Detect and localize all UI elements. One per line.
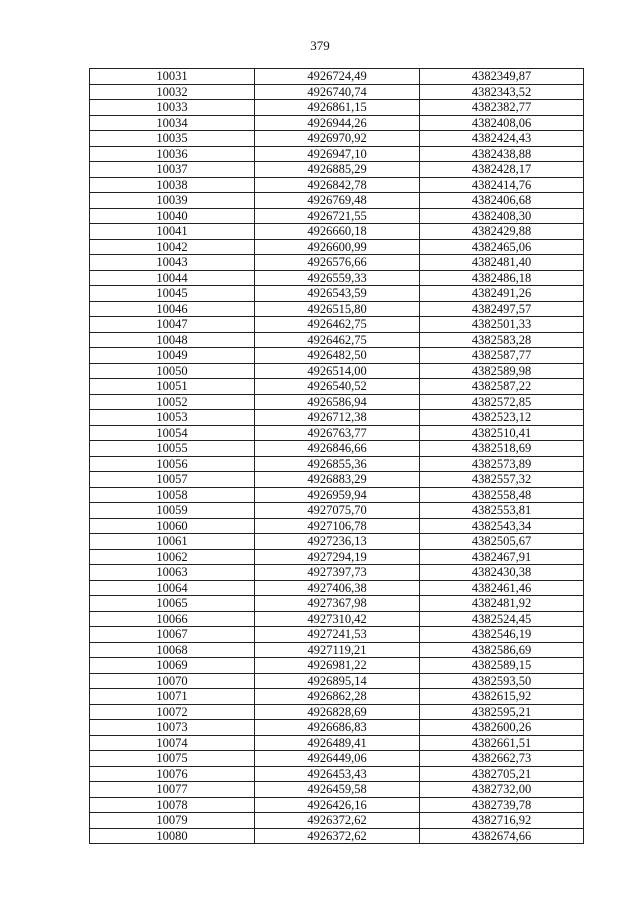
- x-coordinate-cell: 4926883,29: [255, 472, 420, 488]
- x-coordinate-cell: 4926600,99: [255, 239, 420, 255]
- x-coordinate-cell: 4926861,15: [255, 100, 420, 116]
- point-number-cell: 10061: [90, 534, 255, 550]
- x-coordinate-cell: 4926763,77: [255, 425, 420, 441]
- table-row: [90, 828, 584, 844]
- y-coordinate-cell: 4382732,00: [420, 782, 584, 798]
- y-coordinate-cell: 4382589,15: [420, 658, 584, 674]
- coordinates-table: [89, 68, 584, 844]
- table-row: [90, 704, 584, 720]
- x-coordinate-cell: 4926740,74: [255, 84, 420, 100]
- point-number-cell: 10033: [90, 100, 255, 116]
- x-coordinate-cell: 4926453,43: [255, 766, 420, 782]
- table-row: [90, 363, 584, 379]
- point-number-cell: 10054: [90, 425, 255, 441]
- point-number-cell: 10077: [90, 782, 255, 798]
- point-number-cell: 10049: [90, 348, 255, 364]
- table-row: [90, 642, 584, 658]
- x-coordinate-cell: 4926828,69: [255, 704, 420, 720]
- table-row: [90, 162, 584, 178]
- point-number-cell: 10048: [90, 332, 255, 348]
- y-coordinate-cell: 4382486,18: [420, 270, 584, 286]
- table-row: [90, 580, 584, 596]
- table-row: [90, 348, 584, 364]
- point-number-cell: 10047: [90, 317, 255, 333]
- point-number-cell: 10042: [90, 239, 255, 255]
- x-coordinate-cell: 4926462,75: [255, 317, 420, 333]
- y-coordinate-cell: 4382461,46: [420, 580, 584, 596]
- y-coordinate-cell: 4382595,21: [420, 704, 584, 720]
- point-number-cell: 10073: [90, 720, 255, 736]
- point-number-cell: 10055: [90, 441, 255, 457]
- y-coordinate-cell: 4382600,26: [420, 720, 584, 736]
- point-number-cell: 10034: [90, 115, 255, 131]
- x-coordinate-cell: 4926842,78: [255, 177, 420, 193]
- x-coordinate-cell: 4927236,13: [255, 534, 420, 550]
- x-coordinate-cell: 4926959,94: [255, 487, 420, 503]
- y-coordinate-cell: 4382589,98: [420, 363, 584, 379]
- y-coordinate-cell: 4382428,17: [420, 162, 584, 178]
- point-number-cell: 10050: [90, 363, 255, 379]
- table-row: [90, 487, 584, 503]
- y-coordinate-cell: 4382429,88: [420, 224, 584, 240]
- table-row: [90, 208, 584, 224]
- y-coordinate-cell: 4382573,89: [420, 456, 584, 472]
- x-coordinate-cell: 4926724,49: [255, 69, 420, 85]
- x-coordinate-cell: 4926449,06: [255, 751, 420, 767]
- table-row: [90, 410, 584, 426]
- y-coordinate-cell: 4382467,91: [420, 549, 584, 565]
- point-number-cell: 10075: [90, 751, 255, 767]
- x-coordinate-cell: 4926769,48: [255, 193, 420, 209]
- y-coordinate-cell: 4382497,57: [420, 301, 584, 317]
- x-coordinate-cell: 4926426,16: [255, 797, 420, 813]
- point-number-cell: 10069: [90, 658, 255, 674]
- y-coordinate-cell: 4382424,43: [420, 131, 584, 147]
- y-coordinate-cell: 4382705,21: [420, 766, 584, 782]
- x-coordinate-cell: 4926970,92: [255, 131, 420, 147]
- table-row: [90, 797, 584, 813]
- point-number-cell: 10031: [90, 69, 255, 85]
- y-coordinate-cell: 4382465,06: [420, 239, 584, 255]
- x-coordinate-cell: 4927241,53: [255, 627, 420, 643]
- x-coordinate-cell: 4926721,55: [255, 208, 420, 224]
- point-number-cell: 10063: [90, 565, 255, 581]
- table-row: [90, 69, 584, 85]
- y-coordinate-cell: 4382505,67: [420, 534, 584, 550]
- table-row: [90, 751, 584, 767]
- x-coordinate-cell: 4926885,29: [255, 162, 420, 178]
- y-coordinate-cell: 4382382,77: [420, 100, 584, 116]
- x-coordinate-cell: 4926712,38: [255, 410, 420, 426]
- y-coordinate-cell: 4382414,76: [420, 177, 584, 193]
- y-coordinate-cell: 4382572,85: [420, 394, 584, 410]
- table-row: [90, 425, 584, 441]
- y-coordinate-cell: 4382546,19: [420, 627, 584, 643]
- y-coordinate-cell: 4382491,26: [420, 286, 584, 302]
- x-coordinate-cell: 4926862,28: [255, 689, 420, 705]
- table-row: [90, 503, 584, 519]
- table-row: [90, 673, 584, 689]
- point-number-cell: 10065: [90, 596, 255, 612]
- x-coordinate-cell: 4926895,14: [255, 673, 420, 689]
- y-coordinate-cell: 4382481,40: [420, 255, 584, 271]
- x-coordinate-cell: 4926686,83: [255, 720, 420, 736]
- y-coordinate-cell: 4382438,88: [420, 146, 584, 162]
- table-row: [90, 472, 584, 488]
- table-row: [90, 301, 584, 317]
- point-number-cell: 10074: [90, 735, 255, 751]
- point-number-cell: 10070: [90, 673, 255, 689]
- point-number-cell: 10060: [90, 518, 255, 534]
- point-number-cell: 10057: [90, 472, 255, 488]
- point-number-cell: 10043: [90, 255, 255, 271]
- table-row: [90, 177, 584, 193]
- x-coordinate-cell: 4926981,22: [255, 658, 420, 674]
- x-coordinate-cell: 4927367,98: [255, 596, 420, 612]
- y-coordinate-cell: 4382343,52: [420, 84, 584, 100]
- table-row: [90, 456, 584, 472]
- point-number-cell: 10071: [90, 689, 255, 705]
- table-row: [90, 379, 584, 395]
- x-coordinate-cell: 4926586,94: [255, 394, 420, 410]
- y-coordinate-cell: 4382408,06: [420, 115, 584, 131]
- table-row: [90, 224, 584, 240]
- x-coordinate-cell: 4926540,52: [255, 379, 420, 395]
- table-row: [90, 317, 584, 333]
- table-row: [90, 239, 584, 255]
- table-row: [90, 782, 584, 798]
- x-coordinate-cell: 4927106,78: [255, 518, 420, 534]
- point-number-cell: 10035: [90, 131, 255, 147]
- table-row: [90, 627, 584, 643]
- y-coordinate-cell: 4382674,66: [420, 828, 584, 844]
- table-row: [90, 565, 584, 581]
- x-coordinate-cell: 4926855,36: [255, 456, 420, 472]
- y-coordinate-cell: 4382553,81: [420, 503, 584, 519]
- point-number-cell: 10062: [90, 549, 255, 565]
- table-row: [90, 100, 584, 116]
- table-row: [90, 596, 584, 612]
- x-coordinate-cell: 4926482,50: [255, 348, 420, 364]
- y-coordinate-cell: 4382481,92: [420, 596, 584, 612]
- y-coordinate-cell: 4382739,78: [420, 797, 584, 813]
- x-coordinate-cell: 4926543,59: [255, 286, 420, 302]
- point-number-cell: 10036: [90, 146, 255, 162]
- point-number-cell: 10052: [90, 394, 255, 410]
- y-coordinate-cell: 4382716,92: [420, 813, 584, 829]
- table-row: [90, 766, 584, 782]
- y-coordinate-cell: 4382662,73: [420, 751, 584, 767]
- point-number-cell: 10056: [90, 456, 255, 472]
- page-number: 379: [310, 38, 330, 53]
- point-number-cell: 10067: [90, 627, 255, 643]
- y-coordinate-cell: 4382587,22: [420, 379, 584, 395]
- point-number-cell: 10040: [90, 208, 255, 224]
- x-coordinate-cell: 4926514,00: [255, 363, 420, 379]
- point-number-cell: 10080: [90, 828, 255, 844]
- x-coordinate-cell: 4926944,26: [255, 115, 420, 131]
- table-row: [90, 146, 584, 162]
- point-number-cell: 10038: [90, 177, 255, 193]
- point-number-cell: 10066: [90, 611, 255, 627]
- point-number-cell: 10076: [90, 766, 255, 782]
- y-coordinate-cell: 4382557,32: [420, 472, 584, 488]
- x-coordinate-cell: 4927406,38: [255, 580, 420, 596]
- table-row: [90, 689, 584, 705]
- coordinates-table-body: [90, 69, 584, 844]
- table-row: [90, 658, 584, 674]
- point-number-cell: 10045: [90, 286, 255, 302]
- x-coordinate-cell: 4926576,66: [255, 255, 420, 271]
- y-coordinate-cell: 4382583,28: [420, 332, 584, 348]
- x-coordinate-cell: 4926462,75: [255, 332, 420, 348]
- x-coordinate-cell: 4927310,42: [255, 611, 420, 627]
- point-number-cell: 10068: [90, 642, 255, 658]
- point-number-cell: 10039: [90, 193, 255, 209]
- x-coordinate-cell: 4927075,70: [255, 503, 420, 519]
- point-number-cell: 10059: [90, 503, 255, 519]
- x-coordinate-cell: 4927294,19: [255, 549, 420, 565]
- table-row: [90, 193, 584, 209]
- y-coordinate-cell: 4382593,50: [420, 673, 584, 689]
- table-row: [90, 518, 584, 534]
- point-number-cell: 10058: [90, 487, 255, 503]
- y-coordinate-cell: 4382615,92: [420, 689, 584, 705]
- table-row: [90, 534, 584, 550]
- x-coordinate-cell: 4926372,62: [255, 813, 420, 829]
- x-coordinate-cell: 4926489,41: [255, 735, 420, 751]
- y-coordinate-cell: 4382430,38: [420, 565, 584, 581]
- table-row: [90, 441, 584, 457]
- x-coordinate-cell: 4927119,21: [255, 642, 420, 658]
- point-number-cell: 10044: [90, 270, 255, 286]
- x-coordinate-cell: 4926846,66: [255, 441, 420, 457]
- table-row: [90, 84, 584, 100]
- point-number-cell: 10079: [90, 813, 255, 829]
- table-row: [90, 720, 584, 736]
- table-row: [90, 115, 584, 131]
- x-coordinate-cell: 4926515,80: [255, 301, 420, 317]
- point-number-cell: 10053: [90, 410, 255, 426]
- table-row: [90, 394, 584, 410]
- point-number-cell: 10064: [90, 580, 255, 596]
- y-coordinate-cell: 4382406,68: [420, 193, 584, 209]
- x-coordinate-cell: 4926947,10: [255, 146, 420, 162]
- point-number-cell: 10032: [90, 84, 255, 100]
- table-row: [90, 255, 584, 271]
- x-coordinate-cell: 4926459,58: [255, 782, 420, 798]
- table-row: [90, 549, 584, 565]
- x-coordinate-cell: 4927397,73: [255, 565, 420, 581]
- y-coordinate-cell: 4382524,45: [420, 611, 584, 627]
- y-coordinate-cell: 4382408,30: [420, 208, 584, 224]
- y-coordinate-cell: 4382587,77: [420, 348, 584, 364]
- y-coordinate-cell: 4382586,69: [420, 642, 584, 658]
- point-number-cell: 10072: [90, 704, 255, 720]
- table-row: [90, 611, 584, 627]
- point-number-cell: 10037: [90, 162, 255, 178]
- table-row: [90, 332, 584, 348]
- y-coordinate-cell: 4382349,87: [420, 69, 584, 85]
- table-row: [90, 286, 584, 302]
- y-coordinate-cell: 4382510,41: [420, 425, 584, 441]
- table-row: [90, 813, 584, 829]
- table-row: [90, 131, 584, 147]
- point-number-cell: 10046: [90, 301, 255, 317]
- y-coordinate-cell: 4382501,33: [420, 317, 584, 333]
- x-coordinate-cell: 4926660,18: [255, 224, 420, 240]
- table-row: [90, 735, 584, 751]
- table-row: [90, 270, 584, 286]
- x-coordinate-cell: 4926372,62: [255, 828, 420, 844]
- point-number-cell: 10051: [90, 379, 255, 395]
- point-number-cell: 10041: [90, 224, 255, 240]
- point-number-cell: 10078: [90, 797, 255, 813]
- x-coordinate-cell: 4926559,33: [255, 270, 420, 286]
- y-coordinate-cell: 4382543,34: [420, 518, 584, 534]
- y-coordinate-cell: 4382661,51: [420, 735, 584, 751]
- y-coordinate-cell: 4382558,48: [420, 487, 584, 503]
- y-coordinate-cell: 4382518,69: [420, 441, 584, 457]
- y-coordinate-cell: 4382523,12: [420, 410, 584, 426]
